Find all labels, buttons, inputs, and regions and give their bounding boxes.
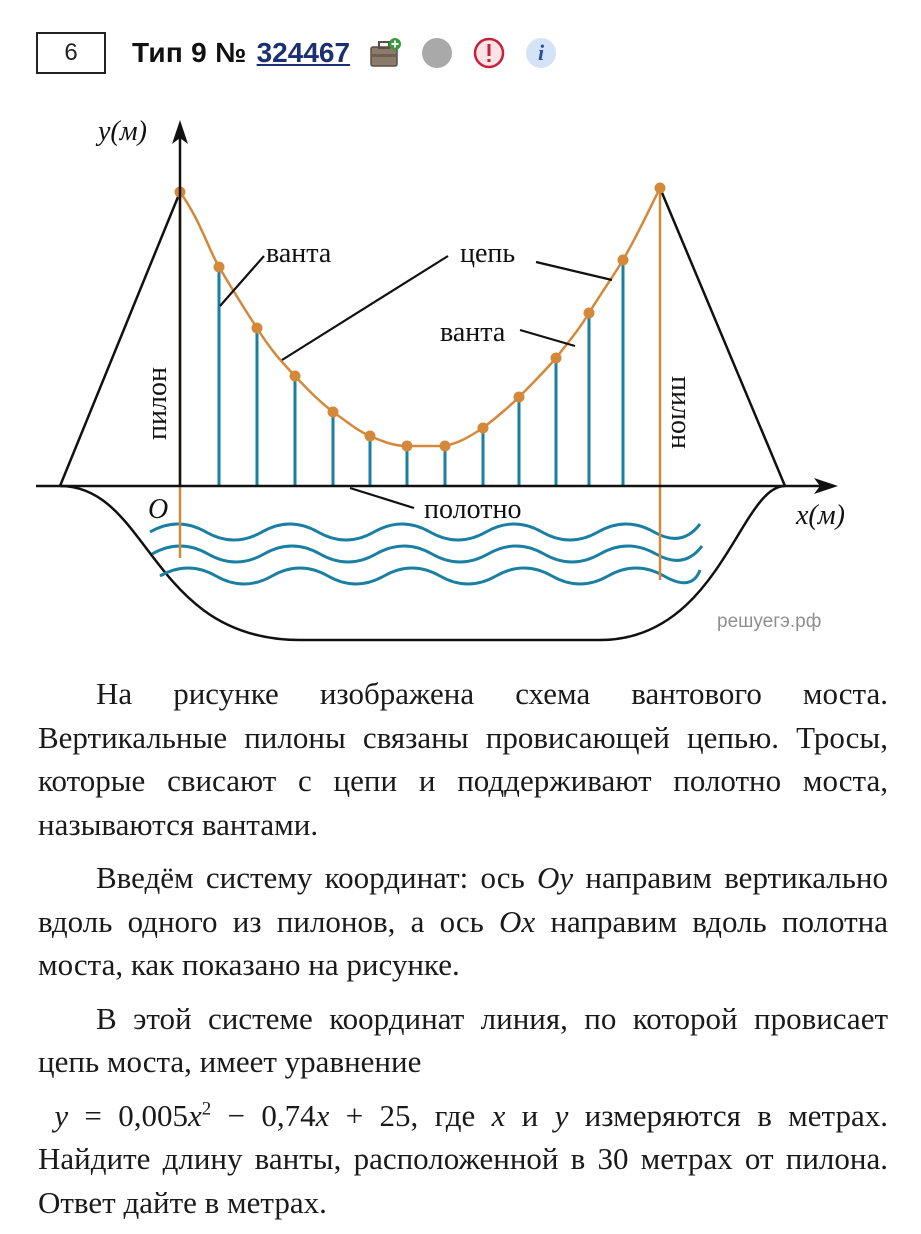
problem-text xyxy=(38,672,888,1234)
chain-label: цепь xyxy=(460,238,516,269)
task-number-box: 6 xyxy=(36,32,106,74)
leader-lines xyxy=(220,256,612,508)
pylon-right-label: пилон xyxy=(665,376,696,449)
origin-label: O xyxy=(148,494,169,525)
bridge-diagram xyxy=(0,100,921,660)
left-pylon-stay xyxy=(60,192,180,486)
paragraph-1: На рисунке изображена схема вантового моста. Вертикальные пилоны связаны провисающей цепью. Тросы, которые свисают с цепи и поддерживают полотно моста, называются вантами. xyxy=(38,676,888,842)
vanta-left-label: ванта xyxy=(266,238,332,269)
water-waves xyxy=(150,524,702,584)
paragraph-2: Введём систему координат: ось Oy направим вертикально вдоль одного из пилонов, а ось Ox направим вдоль полотна моста, как показано на рисунке. xyxy=(38,860,889,982)
briefcase-plus-icon[interactable] xyxy=(368,36,402,70)
paragraph-3: В этой системе координат линия, по которой провисает цепь моста, имеет уравнение xyxy=(38,1000,888,1079)
task-type-label: Тип 9 № xyxy=(132,37,247,68)
vanta-right-label: ванта xyxy=(440,317,506,348)
river-bank xyxy=(60,486,785,640)
task-id-link[interactable]: 324467 xyxy=(256,37,351,68)
paragraph-formula: $y = 0,005x^2 - 0,74x + 25$, где x и y измеряются в метрах. Найдите длину ванты, расположенной в 30 метрах от пилона. Ответ дайте в метрах. xyxy=(38,1097,888,1220)
bridge-figure xyxy=(0,100,921,660)
equation: $y = 0,005x^2 - 0,74x + 25$, xyxy=(54,1097,419,1133)
watermark: решуегэ.рф xyxy=(717,611,822,632)
y-axis-label: y(м) xyxy=(98,116,147,147)
info-icon[interactable] xyxy=(524,36,558,70)
pylon-left-label: пилон xyxy=(142,367,173,440)
hangers xyxy=(219,260,623,486)
chain-nodes xyxy=(175,183,666,452)
x-axis-label: x(м) xyxy=(796,500,845,531)
gray-circle-icon[interactable] xyxy=(420,36,454,70)
alert-icon[interactable] xyxy=(472,36,506,70)
task-header xyxy=(36,30,558,76)
deck-label: полотно xyxy=(424,494,522,525)
svg-text:i: i xyxy=(537,40,545,65)
